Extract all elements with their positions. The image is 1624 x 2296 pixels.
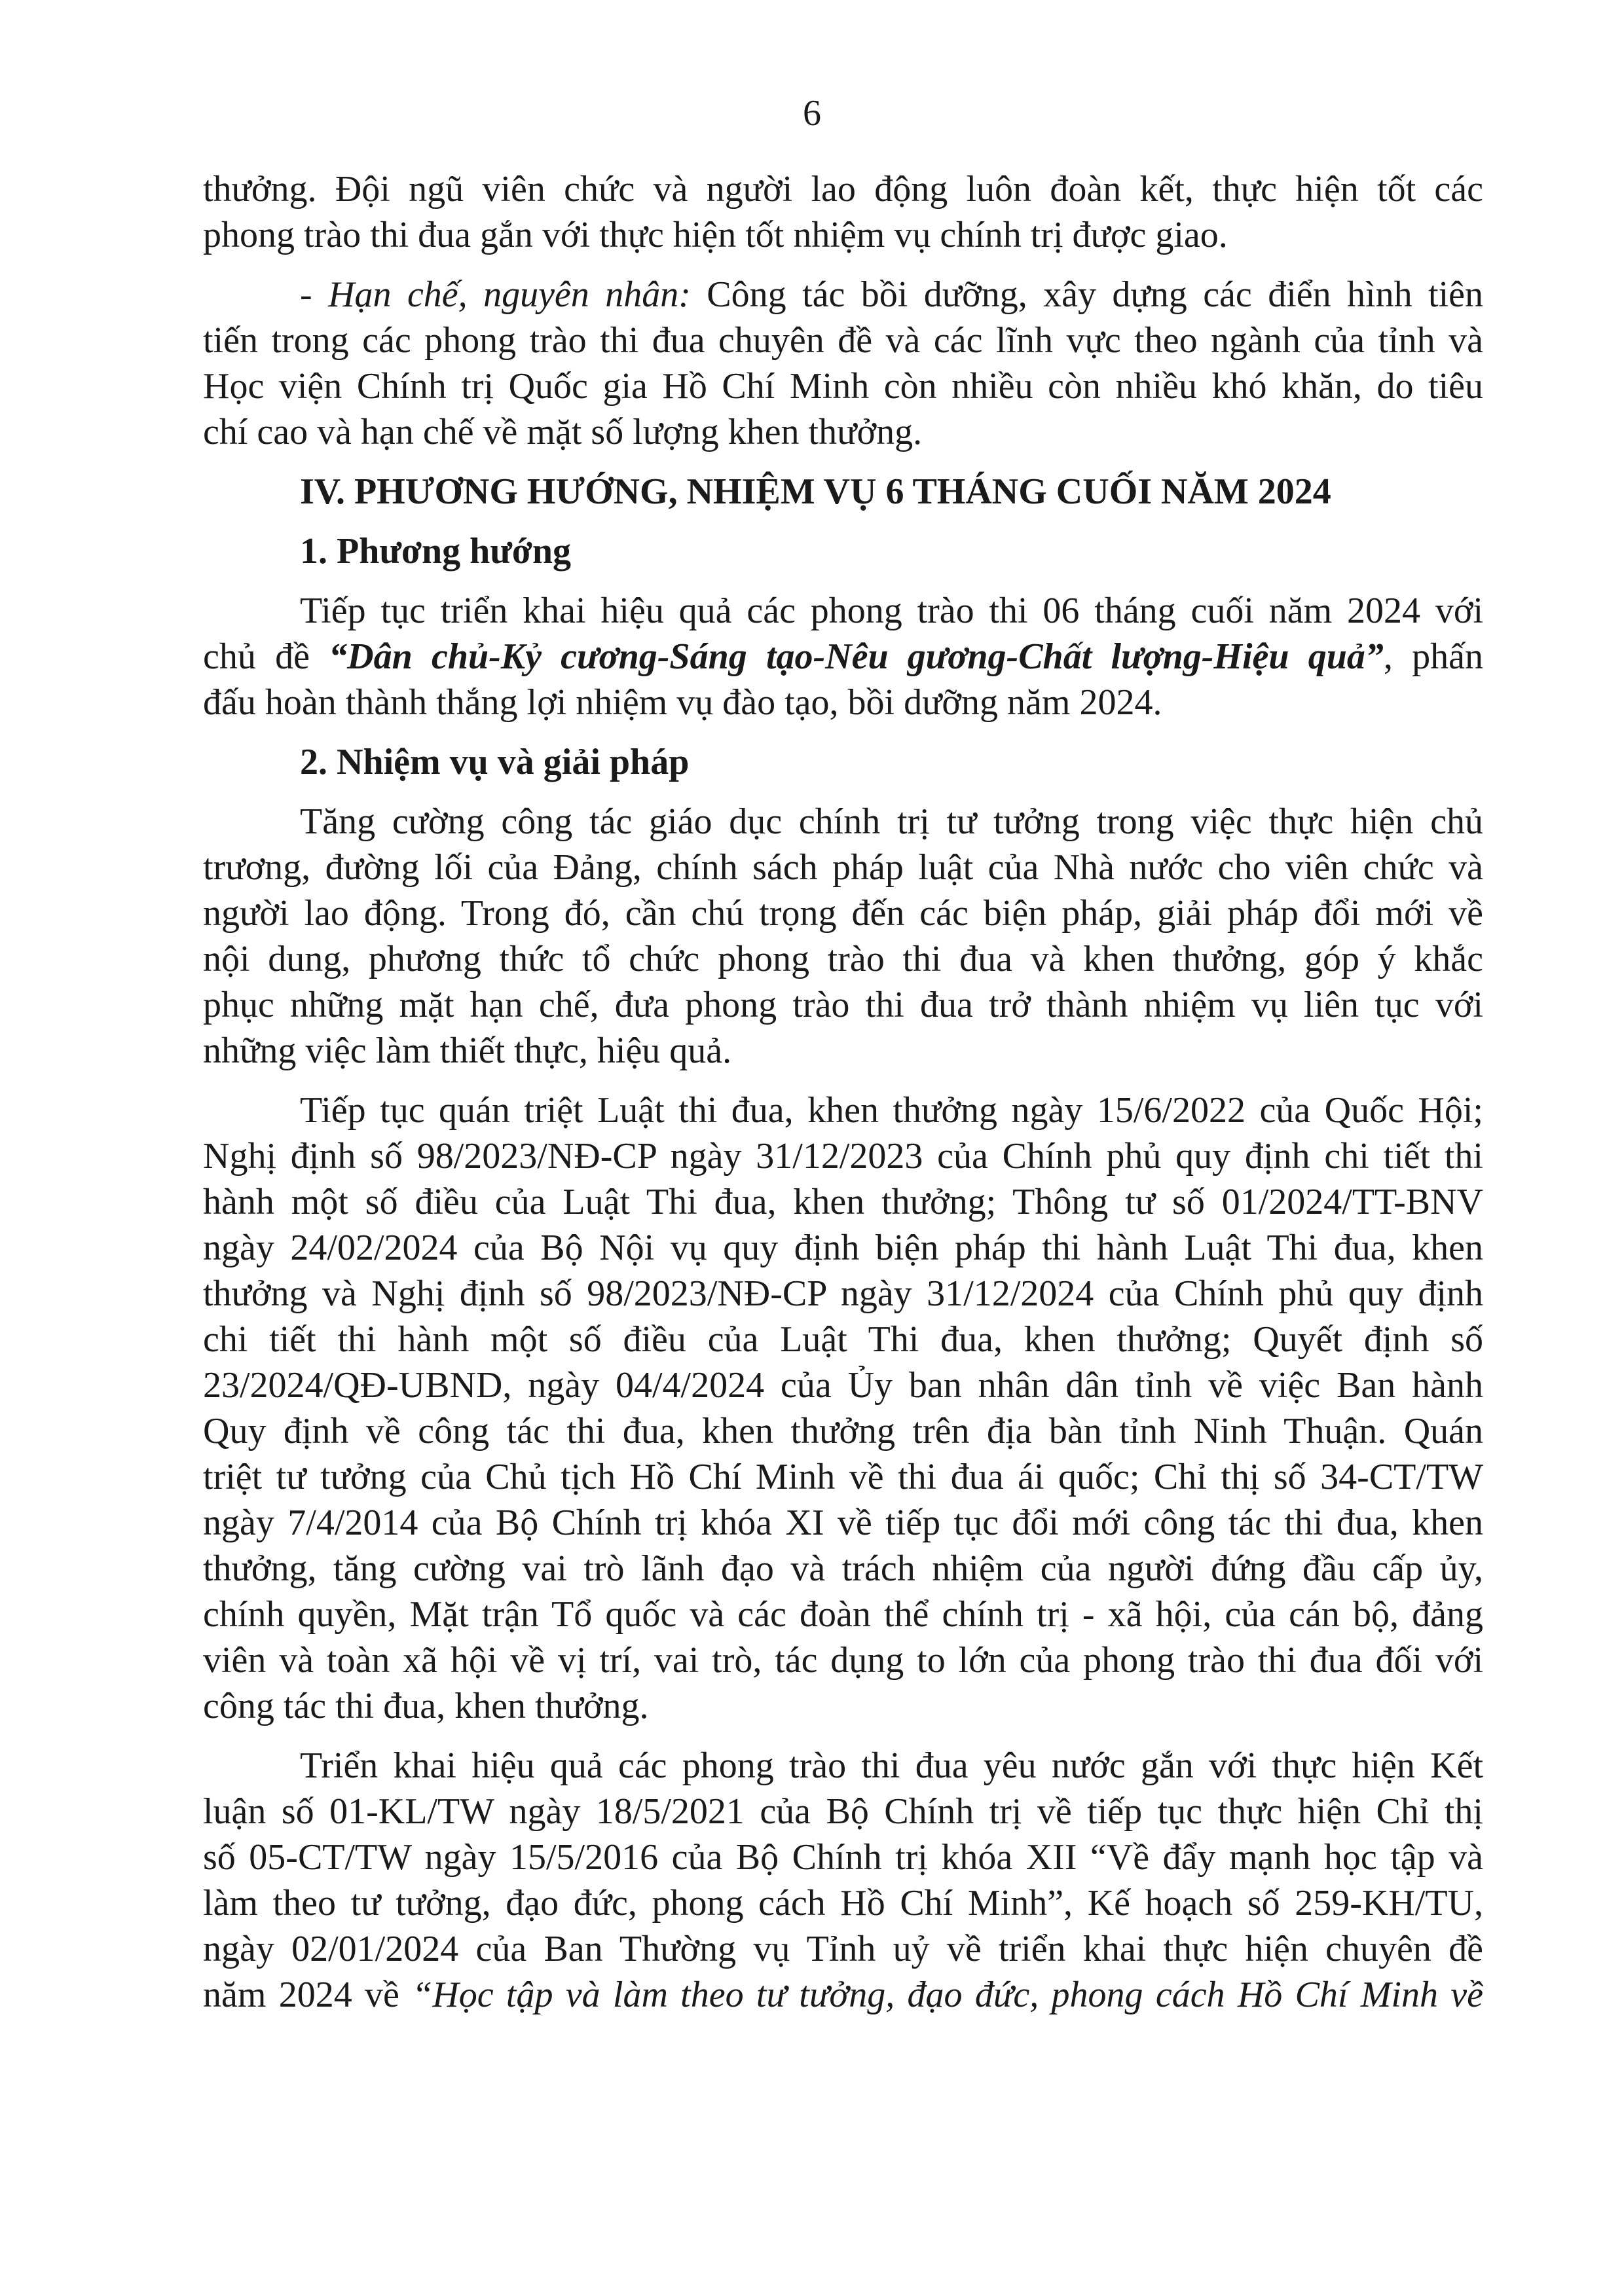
text-segment: Nghị định số 98/2023/NĐ-CP ngày 31/12/2023 của Chính phủ quy định chi tiết thi [203,1136,1483,1176]
text-segment: Công tác bồi dưỡng, xây dựng các điển hình tiên [690,274,1483,315]
text-line [203,469,1483,515]
text-segment: “Dân chủ-Kỷ cương-Sáng tạo-Nêu gương-Chất lượng-Hiệu quả” [329,636,1384,677]
text-segment: nội dung, phương thức tổ chức phong trào thi đua và khen thưởng, góp ý khắc [203,939,1483,979]
text-line [203,1546,1483,1592]
text-segment: đấu hoàn thành thắng lợi nhiệm vụ đào tạo, bồi dưỡng năm 2024. [203,682,1162,723]
paragraph-gap [203,258,1483,272]
paragraph-gap [203,455,1483,469]
text-line [203,1408,1483,1454]
text-segment: công tác thi đua, khen thưởng. [203,1686,649,1726]
paragraph [203,1743,1483,2018]
text-line [203,528,1483,574]
paragraph [203,588,1483,725]
text-line [203,1179,1483,1225]
text-line [203,890,1483,936]
text-line [203,1880,1483,1926]
text-line [203,1133,1483,1179]
paragraph [203,272,1483,455]
text-line [203,1683,1483,1729]
paragraph-gap [203,1729,1483,1743]
paragraph [203,528,1483,574]
text-line [203,739,1483,785]
text-segment: những việc làm thiết thực, hiệu quả. [203,1030,732,1071]
paragraph-gap [203,785,1483,799]
paragraph [203,799,1483,1074]
text-segment: thưởng và Nghị định số 98/2023/NĐ-CP ngày 31/12/2024 của Chính phủ quy định [203,1273,1483,1314]
text-segment: thưởng. Đội ngũ viên chức và người lao động luôn đoàn kết, thực hiện tốt các [203,169,1483,210]
text-line [203,936,1483,982]
text-line [203,1834,1483,1880]
text-segment: Triển khai hiệu quả các phong trào thi đua yêu nước gắn với thực hiện Kết [300,1745,1483,1786]
text-segment: Tăng cường công tác giáo dục chính trị tư tưởng trong việc thực hiện chủ [300,801,1483,842]
text-segment: tiến trong các phong trào thi đua chuyên đề và các lĩnh vực theo ngành của tỉnh và [203,320,1483,361]
text-line [203,634,1483,680]
text-segment: ngày 24/02/2024 của Bộ Nội vụ quy định biện pháp thi hành Luật Thi đua, khen [203,1228,1483,1268]
text-line [203,680,1483,725]
text-segment: Quy định về công tác thi đua, khen thưởng trên địa bàn tỉnh Ninh Thuận. Quán [203,1411,1483,1451]
text-segment: chi tiết thi hành một số điều của Luật Thi đua, khen thưởng; Quyết định số [203,1319,1483,1360]
paragraph [203,166,1483,258]
text-line [203,1743,1483,1789]
text-segment: chí cao và hạn chế về mặt số lượng khen thưởng. [203,412,923,452]
text-line [203,1972,1483,2018]
paragraph [203,739,1483,785]
text-segment: chủ đề [203,636,329,677]
text-segment: triệt tư tưởng của Chủ tịch Hồ Chí Minh về thi đua ái quốc; Chỉ thị số 34-CT/TW [203,1457,1483,1497]
text-segment: Tiếp tục triển khai hiệu quả các phong trào thi 06 tháng cuối năm 2024 với [300,591,1483,631]
text-line [203,1271,1483,1317]
text-line [203,363,1483,409]
paragraph [203,469,1483,515]
text-segment: luận số 01-KL/TW ngày 18/5/2021 của Bộ Chính trị về tiếp tục thực hiện Chỉ thị [203,1791,1483,1832]
paragraph-gap [203,725,1483,739]
text-segment: thưởng, tăng cường vai trò lãnh đạo và trách nhiệm của người đứng đầu cấp ủy, [203,1548,1483,1589]
text-line [203,1454,1483,1500]
text-segment: số 05-CT/TW ngày 15/5/2016 của Bộ Chính trị khóa XII “Về đẩy mạnh học tập và [203,1837,1483,1878]
text-line [203,1592,1483,1637]
text-segment: Tiếp tục quán triệt Luật thi đua, khen thưởng ngày 15/6/2022 của Quốc Hội; [300,1090,1483,1131]
text-segment: phong trào thi đua gắn với thực hiện tốt nhiệm vụ chính trị được giao. [203,215,1228,255]
text-line [203,1926,1483,1972]
text-segment: IV. PHƯƠNG HƯỚNG, NHIỆM VỤ 6 THÁNG CUỐI NĂM 2024 [300,471,1331,512]
text-line [203,845,1483,890]
text-line [203,409,1483,455]
text-line [203,272,1483,318]
text-line [203,166,1483,212]
text-segment: làm theo tư tưởng, đạo đức, phong cách Hồ Chí Minh”, Kế hoạch số 259-KH/TU, [203,1883,1483,1923]
text-line [203,1225,1483,1271]
text-segment: năm 2024 về [203,1975,413,2015]
text-segment: 1. Phương hướng [300,531,572,572]
text-line [203,588,1483,634]
text-line [203,1362,1483,1408]
text-segment: viên và toàn xã hội về vị trí, vai trò, tác dụng to lớn của phong trào thi đua đối với [203,1640,1483,1681]
text-segment: “Học tập và làm theo tư tưởng, đạo đức, phong cách Hồ Chí Minh về [412,1975,1483,2015]
document-body [203,166,1483,2018]
text-segment: người lao động. Trong đó, cần chú trọng đến các biện pháp, giải pháp đổi mới về [203,893,1483,934]
text-segment: Hạn chế, nguyên nhân: [328,274,691,315]
paragraph-gap [203,515,1483,528]
text-segment: ngày 02/01/2024 của Ban Thường vụ Tỉnh uỷ về triển khai thực hiện chuyên đề [203,1929,1483,1969]
text-segment: chính quyền, Mặt trận Tổ quốc và các đoàn thể chính trị - xã hội, của cán bộ, đảng [203,1594,1483,1635]
text-segment: - [300,274,329,315]
paragraph [203,1087,1483,1729]
text-segment: ngày 7/4/2014 của Bộ Chính trị khóa XI về tiếp tục đổi mới công tác thi đua, khen [203,1503,1483,1543]
text-line [203,1789,1483,1834]
paragraph-gap [203,1074,1483,1087]
text-line [203,982,1483,1028]
text-line [203,1087,1483,1133]
text-segment: phục những mặt hạn chế, đưa phong trào thi đua trở thành nhiệm vụ liên tục với [203,985,1483,1025]
text-segment: 23/2024/QĐ-UBND, ngày 04/4/2024 của Ủy ban nhân dân tỉnh về việc Ban hành [203,1365,1483,1406]
text-segment: 2. Nhiệm vụ và giải pháp [300,742,690,782]
text-segment: Học viện Chính trị Quốc gia Hồ Chí Minh còn nhiều còn nhiều khó khăn, do tiêu [203,366,1483,407]
text-segment: hành một số điều của Luật Thi đua, khen thưởng; Thông tư số 01/2024/TT-BNV [203,1182,1483,1222]
text-line [203,1028,1483,1074]
text-line [203,1500,1483,1546]
text-segment: , phấn [1383,636,1483,677]
text-line [203,318,1483,363]
text-line [203,1317,1483,1362]
text-line [203,799,1483,845]
page-number: 6 [803,93,821,134]
text-segment: trương, đường lối của Đảng, chính sách pháp luật của Nhà nước cho viên chức và [203,847,1483,888]
text-line [203,1637,1483,1683]
text-line [203,212,1483,258]
paragraph-gap [203,574,1483,588]
